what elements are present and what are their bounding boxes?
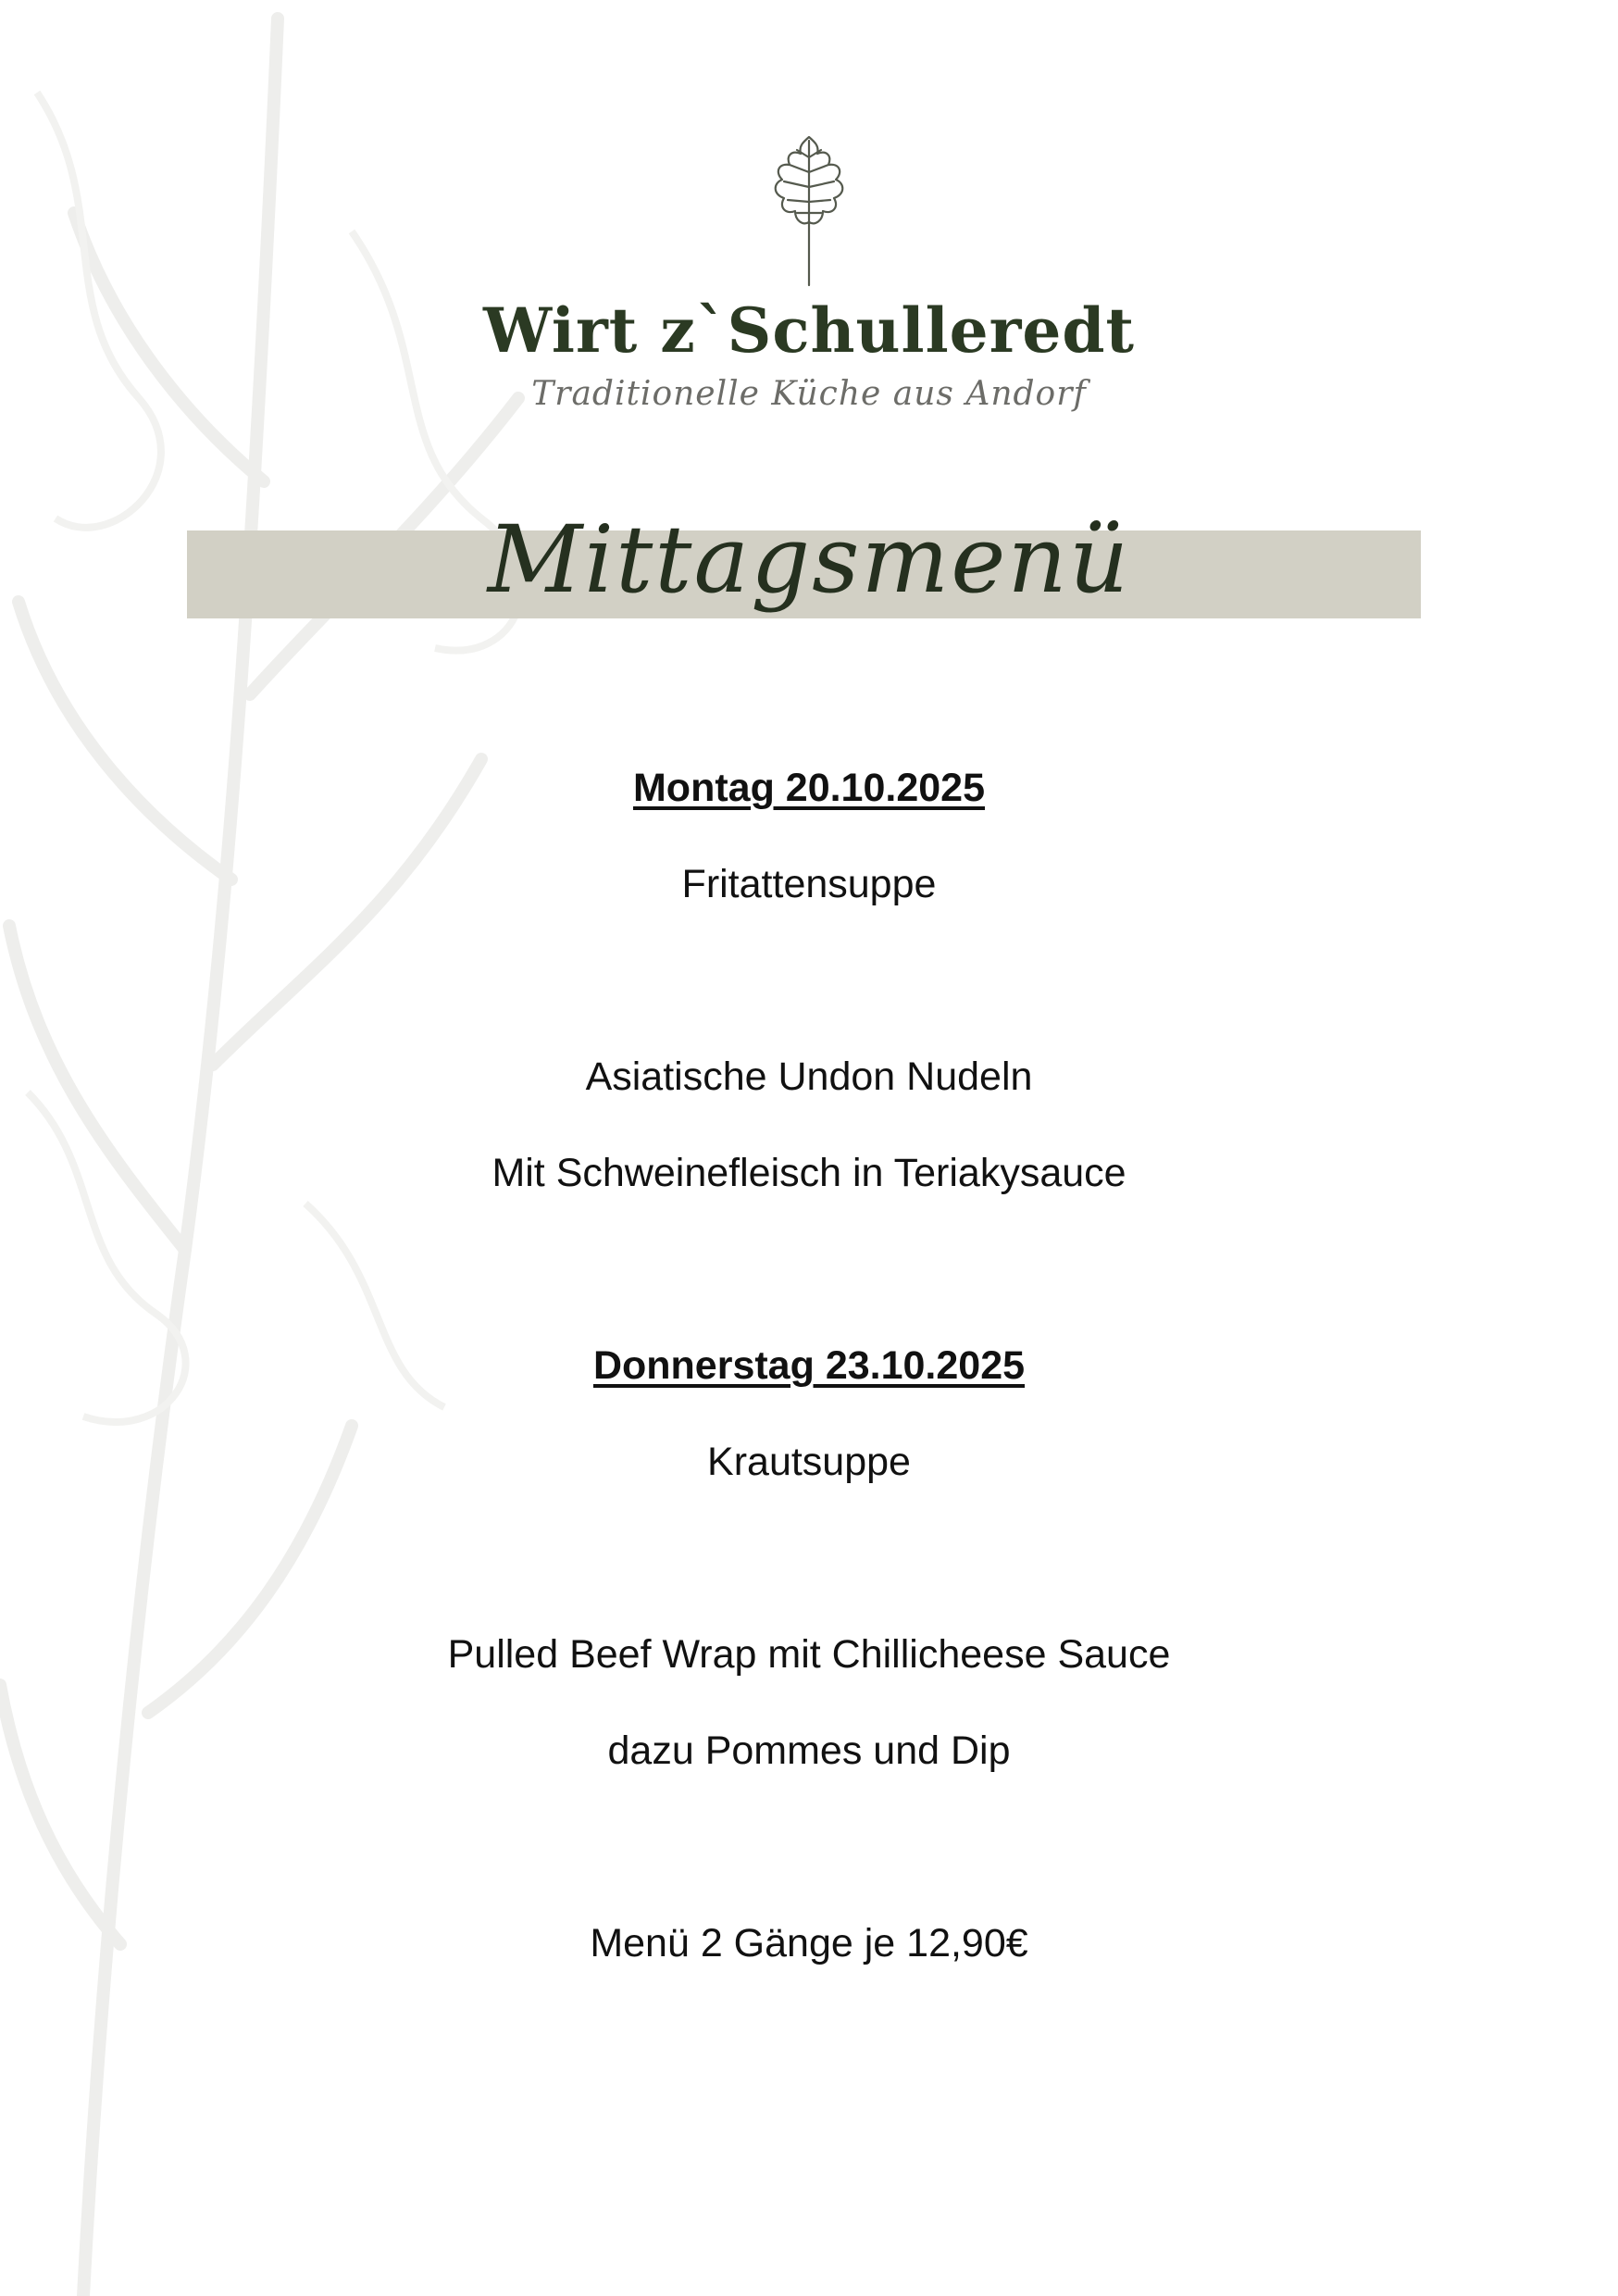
main-dish-monday: Asiatische Undon Nudeln: [585, 1054, 1033, 1099]
soup-monday: Fritattensuppe: [681, 862, 937, 906]
menu-price: Menü 2 Gänge je 12,90€: [590, 1921, 1028, 1965]
restaurant-tagline: Traditionelle Küche aus Andorf: [531, 375, 1087, 413]
restaurant-name: Wirt z`Schulleredt: [482, 294, 1136, 367]
restaurant-logo: [0, 130, 1618, 411]
soup-thursday: Krautsuppe: [707, 1440, 911, 1484]
spacer: [0, 1250, 1618, 1346]
lunch-menu: [0, 768, 1618, 2020]
spacer: [0, 1828, 1618, 1924]
spacer: [0, 961, 1618, 1057]
main-dish-thursday: Pulled Beef Wrap mit Chillicheese Sauce: [447, 1632, 1171, 1677]
main-dish-thursday-detail: dazu Pommes und Dip: [607, 1728, 1011, 1773]
day-heading-thursday: Donnerstag 23.10.2025: [592, 1343, 1026, 1388]
menu-title: Mittagsmenü: [487, 505, 1131, 614]
day-heading-monday: Montag 20.10.2025: [632, 766, 985, 810]
main-dish-monday-detail: Mit Schweinefleisch in Teriakysauce: [492, 1151, 1126, 1195]
oak-leaf-icon: [758, 130, 860, 287]
spacer: [0, 1539, 1618, 1635]
